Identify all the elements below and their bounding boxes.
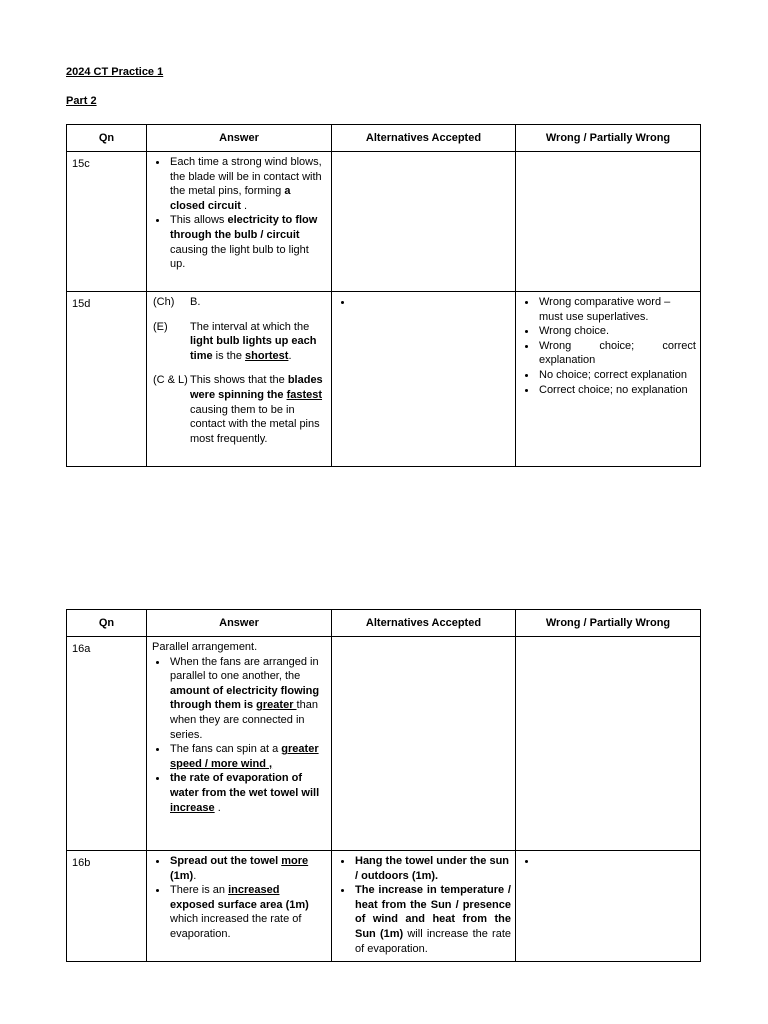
list-item: • This allows electricity to flow through the bulb / circuit causing the light bulb to light up. — [168, 213, 327, 271]
answer-intro: Parallel arrangement. — [152, 641, 258, 653]
list-item: • Wrong choice; correct explanation — [537, 339, 696, 368]
alternatives-cell — [332, 152, 516, 292]
list-item: • The fans can spin at a greater speed / more wind , — [168, 742, 327, 771]
qn-cell: 16a — [67, 637, 147, 851]
list-item: • the rate of evaporation of water from the wet towel will increase . — [168, 771, 327, 815]
code-label: (E) — [153, 320, 168, 333]
code-label: (Ch) — [153, 296, 175, 308]
header-wrong: Wrong / Partially Wrong — [516, 125, 701, 152]
table-row-15d — [67, 292, 701, 467]
list-item: • Wrong choice. — [537, 324, 696, 339]
answer-cell — [147, 152, 332, 292]
wrong-list — [521, 295, 696, 397]
list-item: • There is an increased exposed surface area (1m) which increased the rate of evaporation. — [168, 883, 327, 941]
answer-list — [152, 155, 327, 272]
answer-list — [152, 854, 327, 942]
qn-cell: 16b — [67, 851, 147, 962]
wrong-cell — [516, 637, 701, 851]
list-item: • When the fans are arranged in parallel to one another, the amount of electricity flowing through them is greater than when they are connected in series. — [168, 655, 327, 743]
table-header-row — [67, 610, 701, 637]
list-item: • The increase in temperature / heat from the Sun / presence of wind and heat from the Sun (1m) will increase the rate of evaporation. — [353, 883, 511, 956]
header-answer: Answer — [147, 610, 332, 637]
header-alternatives: Alternatives Accepted — [332, 610, 516, 637]
alternatives-list — [337, 854, 511, 956]
alternatives-cell — [332, 851, 516, 962]
header-answer: Answer — [147, 125, 332, 152]
list-item: • Hang the towel under the sun / outdoors (1m). — [353, 854, 511, 883]
part-title: Part 2 — [66, 95, 97, 107]
wrong-list — [521, 854, 696, 869]
qn-cell: 15c — [67, 152, 147, 292]
wrong-cell — [516, 292, 701, 467]
answer-cell — [147, 637, 332, 851]
document-title: 2024 CT Practice 1 — [66, 66, 164, 78]
answer-cell — [147, 851, 332, 962]
choice-line: (Ch) B. — [153, 296, 201, 308]
wrong-cell — [516, 152, 701, 292]
table-row-16a — [67, 637, 701, 851]
list-item: • Correct choice; no explanation — [537, 383, 696, 398]
list-item: • Spread out the towel more (1m). — [168, 854, 327, 883]
list-item: • No choice; correct explanation — [537, 368, 696, 383]
evidence-line: (E) The interval at which the light bulb lights up each time is the shortest. — [153, 320, 317, 362]
header-wrong: Wrong / Partially Wrong — [516, 610, 701, 637]
list-item: • Each time a strong wind blows, the blade will be in contact with the metal pins, forming a closed circuit . — [168, 155, 327, 213]
header-qn: Qn — [67, 125, 147, 152]
list-item — [537, 854, 696, 869]
alternatives-cell — [332, 292, 516, 467]
table-row-16b — [67, 851, 701, 962]
list-item — [353, 295, 511, 310]
answer-table-q15 — [66, 124, 701, 467]
table-header-row — [67, 125, 701, 152]
header-qn: Qn — [67, 610, 147, 637]
header-alternatives: Alternatives Accepted — [332, 125, 516, 152]
list-item: • Wrong comparative word – must use superlatives. — [537, 295, 696, 324]
answer-table-q16 — [66, 609, 701, 962]
wrong-cell — [516, 851, 701, 962]
answer-cell — [147, 292, 332, 467]
table-row-15c — [67, 152, 701, 292]
qn-cell: 15d — [67, 292, 147, 467]
alternatives-cell — [332, 637, 516, 851]
code-label: (C & L) — [153, 374, 188, 387]
claim-line: (C & L) This shows that the blades were spinning the fastest causing them to be in contact with the metal pins most frequently. — [153, 374, 323, 445]
alternatives-list — [337, 295, 511, 310]
answer-list — [152, 655, 327, 816]
